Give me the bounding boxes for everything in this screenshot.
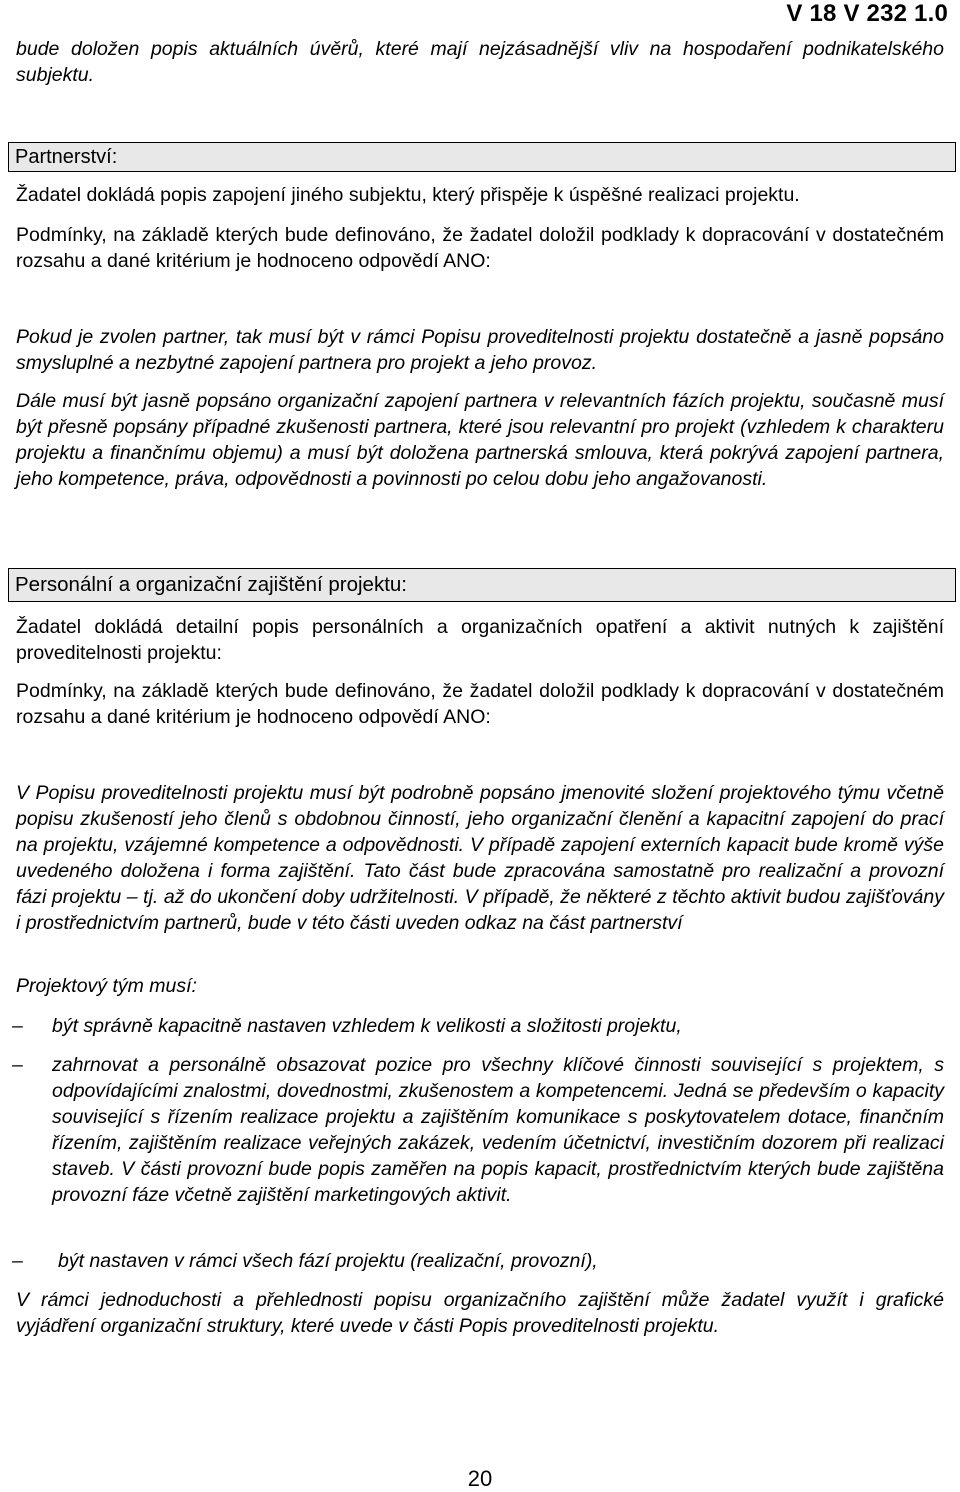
list-item [12, 1052, 944, 1208]
partnership-paragraph-1: Pokud je zvolen partner, tak musí být v rámci Popisu proveditelnosti projektu dostatečně a jasně popsáno smysluplné a nezbytné zapojení partnera pro projekt a jeho provoz. [16, 326, 944, 374]
dash-bullet-icon: – [12, 1250, 23, 1272]
personnel-conditions: Podmínky, na základě kterých bude definováno, že žadatel doložil podklady k dopracování v dostatečném rozsahu a dané kritérium je hodnoceno odpovědí ANO: [16, 680, 944, 728]
dash-bullet-icon: – [12, 1015, 23, 1037]
list-item [12, 1013, 944, 1039]
list-item-text: být správně kapacitně nastaven vzhledem k velikosti a složitosti projektu, [52, 1015, 682, 1037]
partnership-paragraph-2: Dále musí být jasně popsáno organizační zapojení partnera v relevantních fázích projektu, současně musí být přesně popsány případné zkušenosti partnera, které jsou relevantní pro projekt (vzhledem k charakteru projektu a finančnímu objemu) a musí být doložena partnerská smlouva, která pokrývá zapojení partnera, jeho kompetence, práva, odpovědnosti a povinnosti po celou dobu jeho angažovanosti. [16, 390, 944, 490]
list-item-text: zahrnovat a personálně obsazovat pozice pro všechny klíčové činnosti související s projektem, s odpovídajícími znalostmi, dovednostmi, zkušenostem a kompetencemi. Jedná se především o kapacity související s řízením realizace projektu a zajištěním komunikace s poskytovatelem dotace, finančním řízením, zajištěním realizace veřejných zakázek, vedením účetnictví, investičním dozorem při realizaci staveb. V části provozní bude popis zaměřen na popis kapacit, prostřednictvím kterých bude zajištěna provozní fáze včetně zajištění marketingových aktivit. [52, 1054, 944, 1206]
list-item-text: být nastaven v rámci všech fází projektu (realizační, provozní), [58, 1250, 598, 1272]
page-number: 20 [467, 1466, 493, 1491]
closing-paragraph: V rámci jednoduchosti a přehlednosti popisu organizačního zajištění může žadatel využít i grafické vyjádření organizační struktury, které uvede v části Popis proveditelnosti projektu. [16, 1289, 944, 1337]
list-item [12, 1248, 944, 1274]
intro-paragraph: bude doložen popis aktuálních úvěrů, které mají nejzásadnější vliv na hospodaření podnikatelského subjektu. [16, 38, 944, 86]
partnership-lead: Žadatel dokládá popis zapojení jiného subjektu, který přispěje k úspěšné realizaci projektu. [16, 184, 800, 206]
dash-bullet-icon: – [12, 1054, 23, 1076]
section-heading-personnel: Personální a organizační zajištění projektu: [8, 568, 956, 602]
personnel-paragraph-1: V Popisu proveditelnosti projektu musí být podrobně popsáno jmenovité složení projektového týmu včetně popisu zkušeností jeho členů s obdobnou činností, jeho organizační členění a kapacitní zapojení do prací na projektu, vzájemné kompetence a odpovědnosti. V případě zapojení externích kapacit bude kromě výše uvedeného doložena i forma zajištění. Tato část bude zpracována samostatně pro realizační a provozní fázi projektu – tj. až do ukončení doby udržitelnosti. V případě, že některé z těchto aktivit budou zajišťovány i prostřednictvím partnerů, bude v této části uveden odkaz na část partnerství [16, 782, 944, 934]
personnel-lead: Žadatel dokládá detailní popis personálních a organizačních opatření a aktivit nutných k zajištění proveditelnosti projektu: [16, 616, 944, 664]
document-id: V 18 V 232 1.0 [786, 0, 948, 27]
partnership-conditions: Podmínky, na základě kterých bude definováno, že žadatel doložil podklady k dopracování v dostatečném rozsahu a dané kritérium je hodnoceno odpovědí ANO: [16, 224, 944, 272]
team-label: Projektový tým musí: [16, 975, 197, 997]
section-heading-partnership: Partnerství: [8, 142, 956, 172]
